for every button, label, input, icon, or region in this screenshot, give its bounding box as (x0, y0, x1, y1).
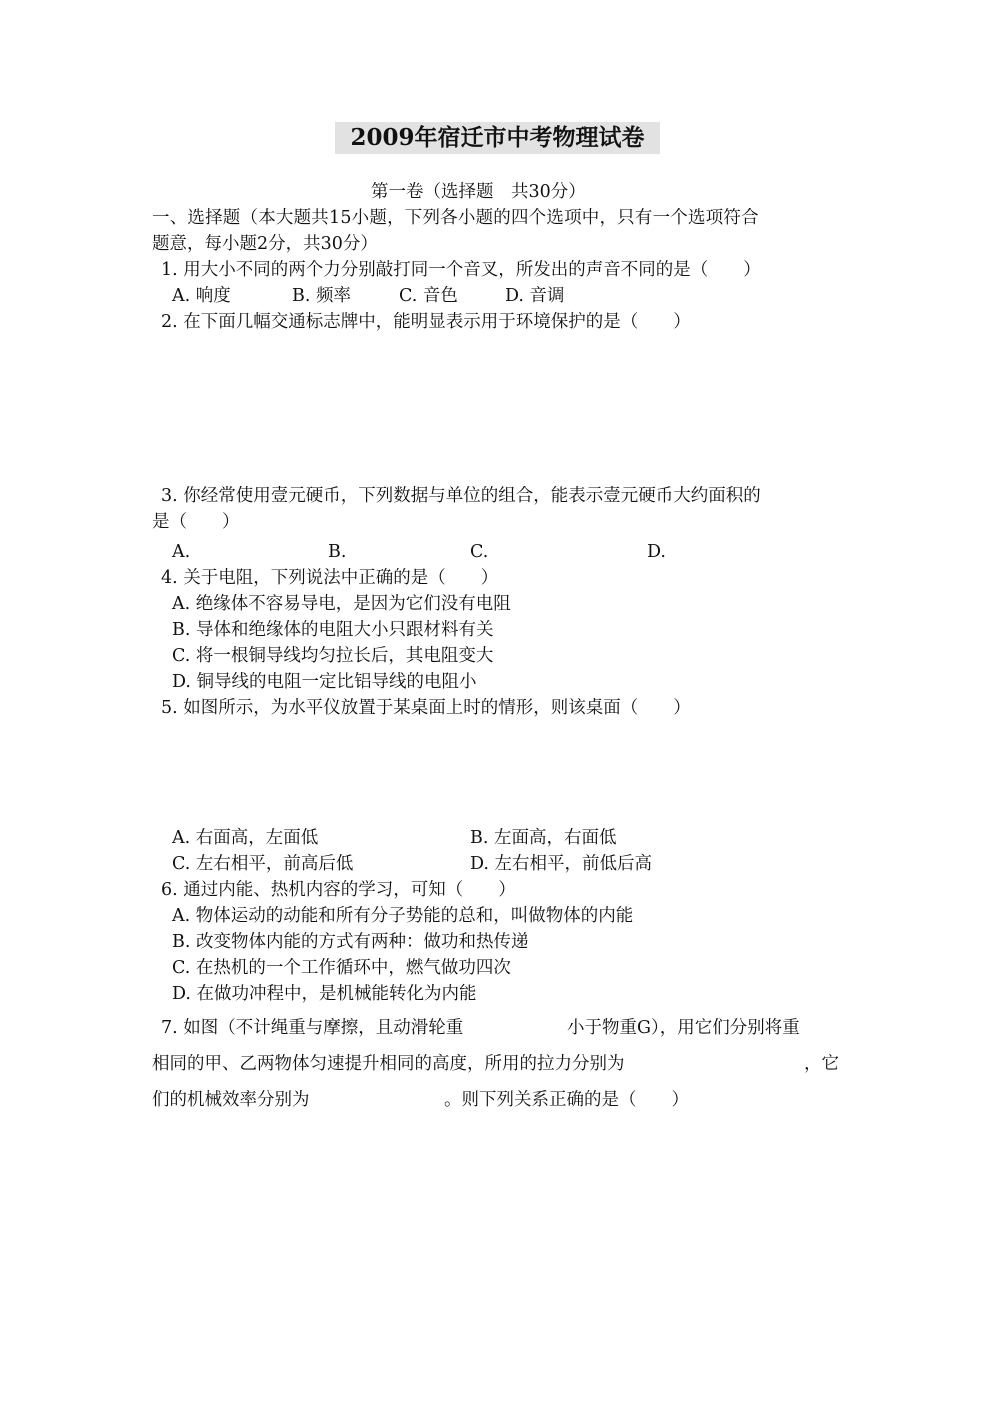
question-7-line2-b: ，它 (804, 1054, 839, 1074)
section-intro-line1: 一、选择题（本大题共15小题，下列各小题的四个选项中，只有一个选项符合 (152, 208, 759, 228)
question-7-line1-b: 小于物重G），用它们分别将重 (567, 1018, 800, 1038)
question-3-stem-line2: 是（ ） (152, 512, 240, 532)
question-7-line3-a: 们的机械效率分别为 (152, 1090, 310, 1110)
question-6-option-c: C. 在热机的一个工作循环中，燃气做功四次 (172, 958, 511, 978)
question-1-option-c: C. 音色 (399, 286, 458, 306)
question-4-stem: 4. 关于电阻，下列说法中正确的是（ ） (161, 568, 499, 588)
question-6-option-d: D. 在做功冲程中，是机械能转化为内能 (172, 984, 477, 1004)
question-5-option-d: D. 左右相平，前低后高 (470, 854, 653, 874)
question-4-option-c: C. 将一根铜导线均匀拉长后，其电阻变大 (172, 646, 494, 666)
question-5-stem: 5. 如图所示，为水平仪放置于某桌面上时的情形，则该桌面（ ） (161, 698, 691, 718)
question-2-stem: 2. 在下面几幅交通标志牌中，能明显表示用于环境保护的是（ ） (161, 312, 691, 332)
question-6-option-a: A. 物体运动的动能和所有分子势能的总和，叫做物体的内能 (172, 906, 634, 926)
question-3-stem-line1: 3. 你经常使用壹元硬币，下列数据与单位的组合，能表示壹元硬币大约面积的 (161, 486, 761, 506)
question-3-option-b: B. (328, 542, 347, 562)
question-3-option-a: A. (172, 542, 191, 562)
question-1-option-a: A. 响度 (172, 286, 231, 306)
question-5-option-b: B. 左面高，右面低 (470, 828, 617, 848)
question-7-line1-a: 7. 如图（不计绳重与摩擦，且动滑轮重 (161, 1018, 464, 1038)
question-1-stem: 1. 用大小不同的两个力分别敲打同一个音叉，所发出的声音不同的是（ ） (161, 260, 761, 280)
question-7-line3-b: 。则下列关系正确的是（ ） (444, 1090, 689, 1110)
part-heading: 第一卷（选择题 共30分） (371, 182, 586, 202)
question-4-option-b: B. 导体和绝缘体的电阻大小只跟材料有关 (172, 620, 494, 640)
exam-title: 2009年宿迁市中考物理试卷 (335, 122, 660, 154)
question-5-option-a: A. 右面高，左面低 (172, 828, 319, 848)
question-1-option-b: B. 频率 (292, 286, 351, 306)
question-6-option-b: B. 改变物体内能的方式有两种：做功和热传递 (172, 932, 529, 952)
question-2-figure-area (152, 340, 842, 480)
question-3-option-d: D. (647, 542, 666, 562)
question-5-figure-area (152, 725, 842, 820)
question-7-line2-a: 相同的甲、乙两物体匀速提升相同的高度，所用的拉力分别为 (152, 1054, 625, 1074)
question-4-option-d: D. 铜导线的电阻一定比铝导线的电阻小 (172, 672, 477, 692)
question-1-option-d: D. 音调 (505, 286, 565, 306)
question-6-stem: 6. 通过内能、热机内容的学习，可知（ ） (161, 880, 516, 900)
section-intro-line2: 题意，每小题2分，共30分） (152, 234, 378, 254)
question-4-option-a: A. 绝缘体不容易导电，是因为它们没有电阻 (172, 594, 511, 614)
question-3-option-c: C. (470, 542, 489, 562)
question-5-option-c: C. 左右相平，前高后低 (172, 854, 354, 874)
